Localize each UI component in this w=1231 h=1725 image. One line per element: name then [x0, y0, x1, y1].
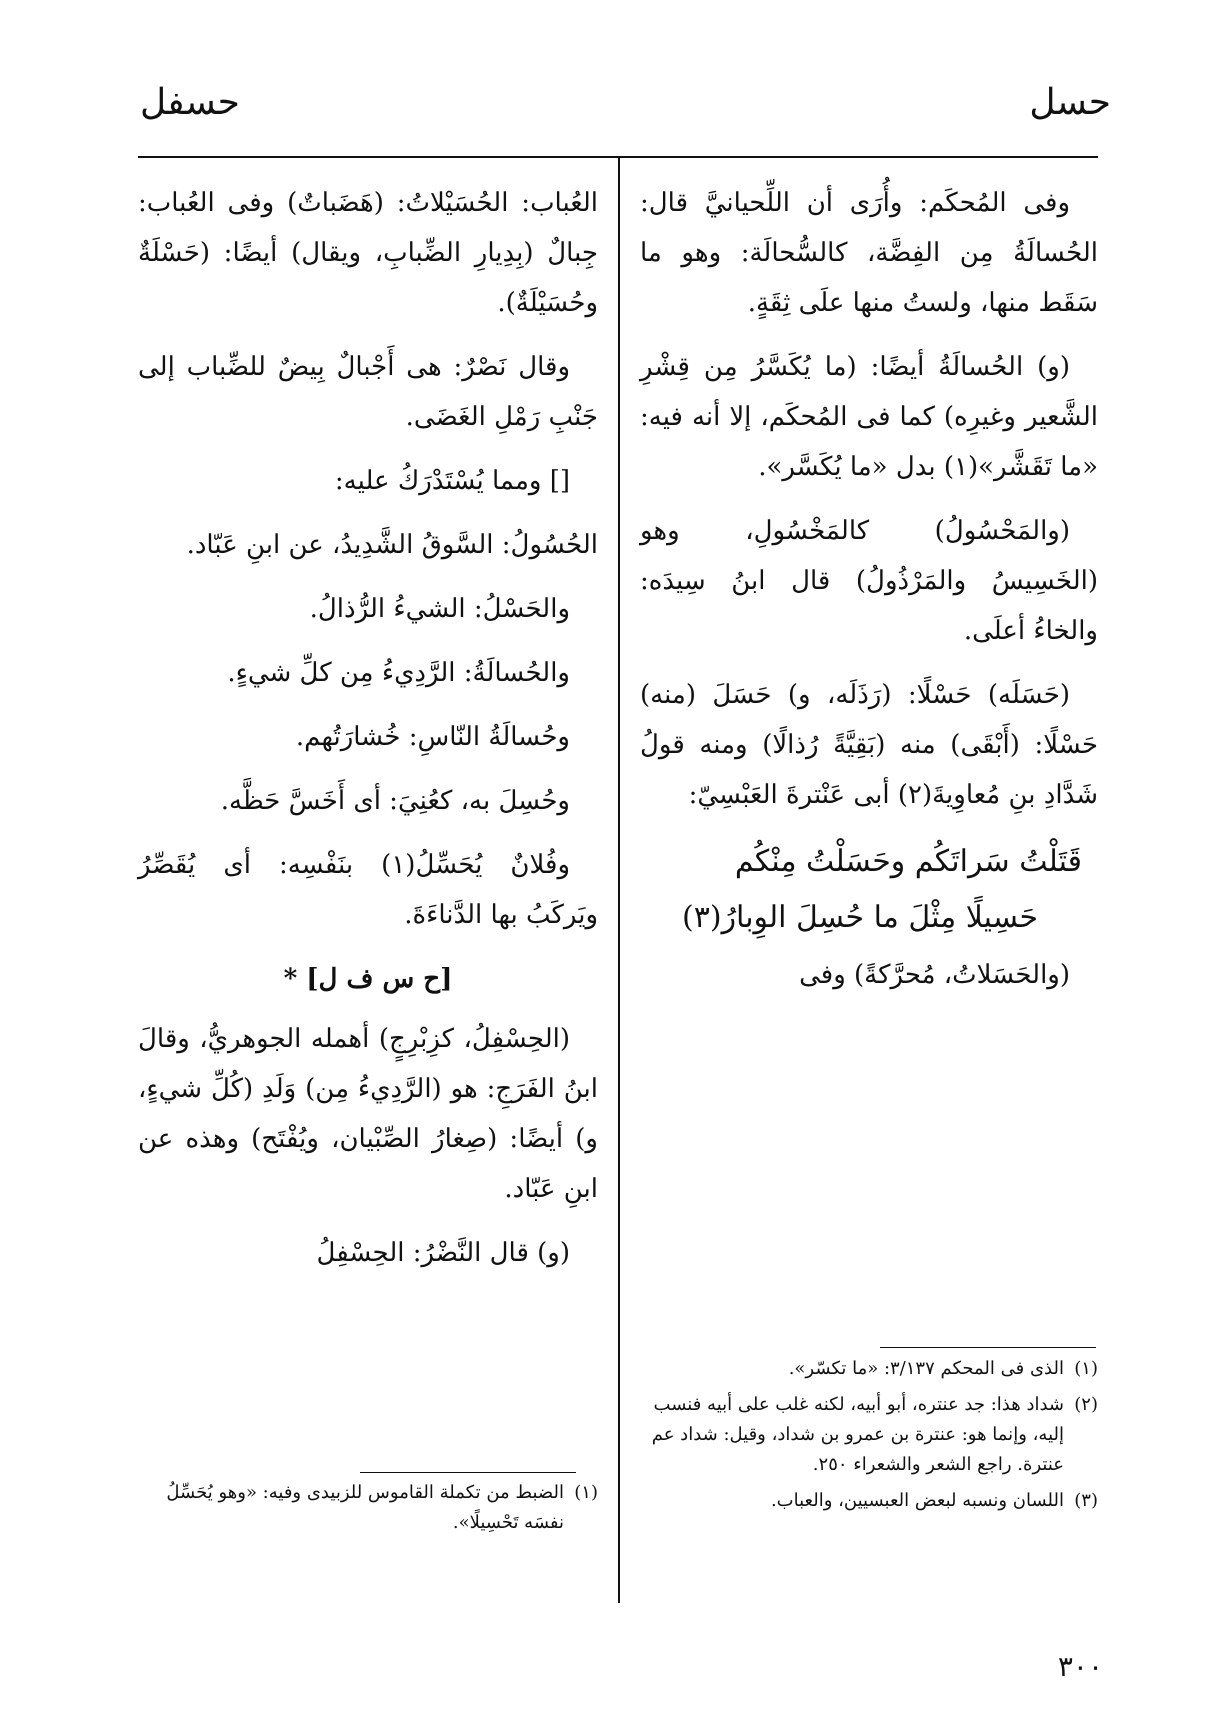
header-root-right: حسل	[1029, 82, 1111, 123]
poem-line-2: حَسِيلًا مِثْلَ ما حُسِلَ الوِبارُ(٣)	[682, 900, 1038, 935]
footnote-number: (٢)	[1074, 1394, 1098, 1415]
poem-line-1: قَتَلْتُ سَراتَكُم وحَسَلْتُ مِنْكُم	[734, 844, 1082, 879]
left-paragraph-11: (و) قال النَّضْرُ: الحِسْفِلُ	[316, 1238, 570, 1268]
right-paragraph-1: وفى المُحكَم: وأُرَى أن اللِّحيانيَّ قال: الحُسالَةُ مِن الفِضَّة، كالسُّحالَة: وهو ما سَقَط منها، ولستُ منها علَى ثِقَةٍ.	[640, 188, 1098, 318]
footnotes-right	[640, 1354, 1098, 1522]
right-column	[640, 178, 1098, 1014]
section-heading: [ح س ف ل] *	[283, 964, 453, 994]
right-paragraph-4: (حَسَلَه) حَسْلًا: (رَذَلَه، و) حَسَلَ (منه) حَسْلًا: (أَبْقَى) منه (بَقِيَّةً رُذالًا) ومنه قولُ شَدَّادِ بنِ مُعاوِيةَ(٢) أبى عَنْترةَ العَبْسِيّ:	[640, 680, 1098, 810]
footnote-number: (١)	[1074, 1358, 1098, 1379]
footnote-text: الضبط من تكملة القاموس للزبيدى وفيه: «وهو يُحَسِّلُ نفسَه تَحْسِيلًا».	[166, 1482, 564, 1533]
left-paragraph-9: وفُلانٌ يُحَسِّلُ(١) بنَفْسِه: أى يُقَصِّرُ ويَركَبُ بها الدَّناءَةَ.	[138, 850, 598, 930]
footnote-number: (١)	[574, 1482, 598, 1503]
left-paragraph-5: والحَسْلُ: الشيءُ الرُّذالُ.	[309, 594, 570, 624]
footnotes-left	[138, 1478, 598, 1544]
footnote-text: الذى فى المحكم ٣/١٣٧: «ما تكسّر».	[788, 1358, 1064, 1379]
column-divider	[618, 158, 620, 1603]
footnote-left-1	[138, 1478, 598, 1538]
left-paragraph-4: الحُسُولُ: السَّوقُ الشَّدِيدُ، عن ابنِ عَبّاد.	[186, 530, 598, 560]
footnote-right-1	[640, 1354, 1098, 1384]
left-column	[138, 178, 598, 1292]
left-paragraph-2: وقال نَصْرٌ: هى أَجْبالٌ بِيضٌ للضِّباب إلى جَنْبِ رَمْلِ الغَضَى.	[138, 352, 598, 432]
left-paragraph-8: وحُسِلَ به، كعُنِيَ: أى أَخَسَّ حَظَّه.	[220, 786, 570, 816]
header-root-left: حسفل	[140, 82, 240, 123]
footnote-right-3	[640, 1486, 1098, 1516]
footnote-text: شداد هذا: جد عنتره، أبو أبيه، لكنه غلب على أبيه فنسب إليه، وإنما هو: عنترة بن عمرو بن شداد، وقيل: شداد عم عنترة. راجع الشعر والشعراء ٢٥٠.	[651, 1394, 1064, 1475]
footnote-rule-left	[360, 1472, 576, 1473]
footnote-number: (٣)	[1074, 1490, 1098, 1511]
left-paragraph-10: (الحِسْفِلُ، كزِبْرِجٍ) أهمله الجوهريُّ، وقالَ ابنُ الفَرَجِ: هو (الرَّدِيءُ مِن) وَلَدِ (كُلِّ شيءٍ، و) أيضًا: (صِغارُ الصِّبْيان، ويُفْتَح) وهذه عن ابنِ عَبّاد.	[138, 1024, 598, 1204]
footnote-text: اللسان ونسبه لبعض العبسيين، والعباب.	[770, 1490, 1064, 1511]
right-paragraph-last: (والحَسَلاتُ، مُحرَّكةً) وفى	[799, 960, 1070, 990]
right-paragraph-2: (و) الحُسالَةُ أيضًا: (ما يُكَسَّرُ مِن قِشْرِ الشَّعير وغيرِه) كما فى المُحكَم، إلا أنه فيه: «ما تَقَشَّر»(١) بدل «ما يُكَسَّر».	[640, 352, 1098, 482]
footnote-rule-right	[880, 1347, 1096, 1348]
page-number: ٣٠٠	[1057, 1650, 1103, 1683]
left-paragraph-6: والحُسالَةُ: الرَّدِيءُ مِن كلِّ شيءٍ.	[227, 658, 570, 688]
left-paragraph-3: [] ومما يُسْتَدْرَكُ عليه:	[334, 466, 570, 496]
poem-verse	[640, 834, 1098, 946]
left-paragraph-7: وحُسالَةُ النّاسِ: خُشارَتُهم.	[295, 722, 570, 752]
footnote-right-2	[640, 1390, 1098, 1480]
right-paragraph-3: (والمَحْسُولُ) كالمَخْسُولِ، وهو (الخَسِيسُ والمَرْذُولُ) قال ابنُ سِيدَه: والخاءُ أعلَى.	[640, 516, 1098, 646]
left-paragraph-1: العُباب: الحُسَيْلاتُ: (هَضَباتٌ) وفى العُباب: جِبالٌ (بِدِيارِ الضِّبابِ، ويقال) أيضًا: (حَسْلَةٌ وحُسَيْلَةٌ).	[138, 188, 598, 318]
